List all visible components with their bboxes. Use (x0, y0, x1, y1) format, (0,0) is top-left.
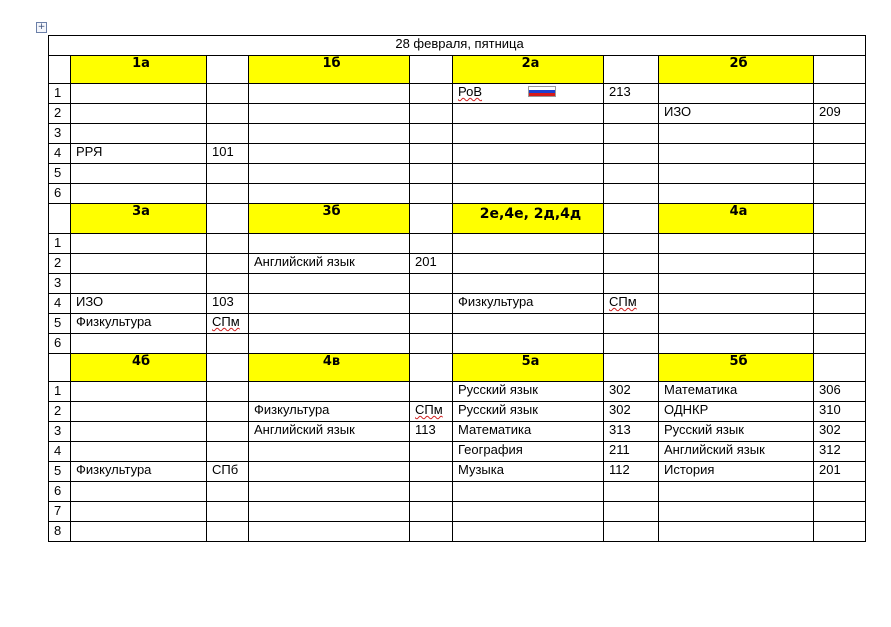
russian-flag-icon (528, 86, 556, 97)
room-text: 101 (212, 144, 234, 159)
subject-cell[interactable] (659, 462, 814, 482)
table-row (49, 502, 866, 522)
room-cell[interactable] (207, 274, 249, 294)
room-cell[interactable] (410, 462, 453, 482)
room-cell[interactable] (410, 254, 453, 274)
lesson-number (49, 502, 71, 522)
room-text: 302 (609, 402, 631, 417)
table-row (49, 482, 866, 502)
subject-cell[interactable] (71, 382, 207, 402)
lesson-number (49, 124, 71, 144)
subject-cell[interactable] (71, 502, 207, 522)
room-cell[interactable] (604, 184, 659, 204)
subject-text: Математика (664, 382, 738, 397)
room-cell[interactable] (814, 164, 866, 184)
table-row (49, 274, 866, 294)
room-cell[interactable] (814, 382, 866, 402)
lesson-number (49, 274, 71, 294)
lesson-number (49, 84, 71, 104)
table-row (49, 442, 866, 462)
subject-cell[interactable] (453, 522, 604, 542)
lesson-number (49, 382, 71, 402)
room-text: 112 (609, 462, 630, 477)
room-cell[interactable] (814, 144, 866, 164)
subject-cell[interactable] (453, 382, 604, 402)
subject-cell[interactable] (249, 522, 410, 542)
subject-cell[interactable] (71, 314, 207, 334)
subject-cell[interactable] (453, 164, 604, 184)
subject-text: ИЗО (664, 104, 692, 119)
subject-cell[interactable] (659, 422, 814, 442)
subject-cell[interactable] (453, 234, 604, 254)
room-header-spacer (410, 354, 453, 382)
room-cell[interactable] (207, 234, 249, 254)
subject-cell[interactable] (71, 422, 207, 442)
class-header: 1а (71, 56, 207, 84)
class-header-row (49, 56, 866, 84)
room-cell[interactable] (814, 124, 866, 144)
room-cell[interactable] (207, 144, 249, 164)
room-cell[interactable] (604, 144, 659, 164)
room-cell[interactable] (814, 84, 866, 104)
lesson-number (49, 442, 71, 462)
room-cell[interactable] (814, 422, 866, 442)
room-cell[interactable] (207, 462, 249, 482)
room-cell[interactable] (604, 314, 659, 334)
subject-cell[interactable] (249, 274, 410, 294)
room-cell[interactable] (604, 274, 659, 294)
room-cell[interactable] (410, 144, 453, 164)
subject-cell[interactable] (249, 422, 410, 442)
subject-text: Физкультура (76, 462, 152, 477)
table-row (49, 462, 866, 482)
lesson-number (49, 522, 71, 542)
subject-text: РРЯ (76, 144, 103, 159)
room-cell[interactable] (207, 84, 249, 104)
subject-cell[interactable] (659, 294, 814, 314)
table-row (49, 402, 866, 422)
subject-cell[interactable] (659, 124, 814, 144)
class-header-row (49, 354, 866, 382)
lesson-number (49, 334, 71, 354)
room-header-spacer (814, 204, 866, 234)
subject-cell[interactable] (71, 522, 207, 542)
subject-text: Музыка (458, 462, 504, 477)
subject-cell[interactable] (71, 334, 207, 354)
room-cell[interactable] (604, 402, 659, 422)
subject-cell[interactable] (249, 382, 410, 402)
room-text: 306 (819, 382, 841, 397)
room-text: 312 (819, 442, 841, 457)
table-row (49, 184, 866, 204)
room-cell[interactable] (207, 294, 249, 314)
subject-cell[interactable] (659, 104, 814, 124)
class-header: 2б (659, 56, 814, 84)
room-cell[interactable] (604, 254, 659, 274)
lesson-number (49, 422, 71, 442)
lesson-number-text: 5 (54, 165, 62, 180)
subject-cell[interactable] (71, 234, 207, 254)
room-cell[interactable] (604, 422, 659, 442)
class-header: 1б (249, 56, 410, 84)
room-cell[interactable] (410, 334, 453, 354)
room-cell[interactable] (410, 502, 453, 522)
room-text: 313 (609, 422, 631, 437)
subject-cell[interactable] (659, 184, 814, 204)
subject-cell[interactable] (249, 314, 410, 334)
lesson-number-text: 4 (54, 145, 62, 160)
subject-cell[interactable] (659, 314, 814, 334)
room-cell[interactable] (207, 422, 249, 442)
lesson-number (49, 314, 71, 334)
table-row (49, 124, 866, 144)
subject-text: География (458, 442, 523, 457)
subject-cell[interactable] (453, 294, 604, 314)
room-cell[interactable] (410, 382, 453, 402)
room-cell[interactable] (814, 274, 866, 294)
class-header: 5б (659, 354, 814, 382)
room-header-spacer (604, 354, 659, 382)
subject-cell[interactable] (249, 124, 410, 144)
lesson-number-text: 1 (54, 85, 62, 100)
subject-cell[interactable] (249, 184, 410, 204)
room-cell[interactable] (814, 334, 866, 354)
table-row (49, 164, 866, 184)
subject-cell[interactable] (453, 442, 604, 462)
room-cell[interactable] (207, 442, 249, 462)
room-text: 113 (415, 422, 436, 437)
subject-text: Русский язык (458, 382, 538, 397)
lesson-number-text: 4 (54, 295, 62, 310)
room-cell[interactable] (410, 234, 453, 254)
table-row (49, 422, 866, 442)
lesson-number (49, 482, 71, 502)
room-cell[interactable] (207, 184, 249, 204)
subject-cell[interactable] (659, 382, 814, 402)
table-row (49, 84, 866, 104)
subject-text: Английский язык (254, 254, 355, 269)
room-cell[interactable] (410, 422, 453, 442)
lesson-number (49, 254, 71, 274)
room-cell[interactable] (410, 104, 453, 124)
class-header: 3а (71, 204, 207, 234)
lesson-number-text: 3 (54, 125, 62, 140)
subject-cell[interactable] (453, 184, 604, 204)
subject-cell[interactable] (659, 84, 814, 104)
room-header-spacer (814, 354, 866, 382)
subject-cell[interactable] (71, 184, 207, 204)
subject-text: Английский язык (254, 422, 355, 437)
room-cell[interactable] (410, 164, 453, 184)
subject-text: Математика (458, 422, 532, 437)
subject-cell[interactable] (249, 254, 410, 274)
room-cell[interactable] (604, 294, 659, 314)
subject-cell[interactable] (249, 402, 410, 422)
table-row (49, 234, 866, 254)
room-cell[interactable] (410, 522, 453, 542)
subject-cell[interactable] (249, 294, 410, 314)
subject-cell[interactable] (71, 442, 207, 462)
room-cell[interactable] (814, 104, 866, 124)
room-cell[interactable] (410, 274, 453, 294)
room-text: 213 (609, 84, 631, 99)
room-cell[interactable] (604, 522, 659, 542)
subject-cell[interactable] (249, 502, 410, 522)
subject-cell[interactable] (659, 274, 814, 294)
room-header-spacer (604, 204, 659, 234)
lesson-number-text: 1 (54, 235, 62, 250)
subject-cell[interactable] (249, 84, 410, 104)
class-header: 2а (453, 56, 604, 84)
room-cell[interactable] (207, 382, 249, 402)
subject-text: Английский язык (664, 442, 765, 457)
room-cell[interactable] (814, 254, 866, 274)
room-cell[interactable] (207, 164, 249, 184)
subject-text: ИЗО (76, 294, 104, 309)
subject-cell[interactable] (453, 482, 604, 502)
lesson-number-text: 4 (54, 443, 62, 458)
lesson-number (49, 234, 71, 254)
lesson-number (49, 164, 71, 184)
lesson-number-text: 2 (54, 403, 62, 418)
subject-cell[interactable] (453, 422, 604, 442)
room-text: 103 (212, 294, 234, 309)
subject-cell[interactable] (453, 462, 604, 482)
subject-cell[interactable] (71, 164, 207, 184)
room-cell[interactable] (604, 334, 659, 354)
header-spacer (49, 204, 71, 234)
room-cell[interactable] (814, 314, 866, 334)
header-spacer (49, 354, 71, 382)
subject-text: Физкультура (254, 402, 330, 417)
room-cell[interactable] (604, 482, 659, 502)
subject-cell[interactable] (249, 462, 410, 482)
room-cell[interactable] (207, 104, 249, 124)
subject-cell[interactable] (453, 84, 604, 104)
room-cell[interactable] (604, 84, 659, 104)
subject-cell[interactable] (659, 502, 814, 522)
subject-cell[interactable] (453, 144, 604, 164)
lesson-number (49, 104, 71, 124)
room-text: СПм (212, 314, 240, 329)
lesson-number (49, 462, 71, 482)
room-text: 201 (819, 462, 841, 477)
room-cell[interactable] (410, 402, 453, 422)
class-header: 4а (659, 204, 814, 234)
lesson-number-text: 3 (54, 423, 62, 438)
subject-cell[interactable] (71, 124, 207, 144)
table-row (49, 522, 866, 542)
room-cell[interactable] (604, 234, 659, 254)
subject-text: Русский язык (664, 422, 744, 437)
lesson-number (49, 144, 71, 164)
room-text: 209 (819, 104, 841, 119)
subject-cell[interactable] (453, 334, 604, 354)
subject-cell[interactable] (71, 144, 207, 164)
room-cell[interactable] (410, 294, 453, 314)
subject-cell[interactable] (453, 402, 604, 422)
lesson-number (49, 402, 71, 422)
table-row (49, 382, 866, 402)
subject-cell[interactable] (453, 502, 604, 522)
page-title: 28 февраля, пятница (49, 36, 866, 56)
subject-cell[interactable] (659, 482, 814, 502)
subject-cell[interactable] (659, 334, 814, 354)
class-header: 2е,4е, 2д,4д (453, 204, 604, 234)
table-row (49, 294, 866, 314)
room-text: СПм (415, 402, 443, 417)
room-cell[interactable] (814, 522, 866, 542)
subject-cell[interactable] (659, 254, 814, 274)
class-header: 4б (71, 354, 207, 382)
lesson-number-text: 1 (54, 383, 62, 398)
room-cell[interactable] (604, 442, 659, 462)
room-cell[interactable] (604, 124, 659, 144)
lesson-number-text: 3 (54, 275, 62, 290)
subject-cell[interactable] (71, 254, 207, 274)
subject-cell[interactable] (659, 402, 814, 422)
room-cell[interactable] (604, 164, 659, 184)
lesson-number-text: 8 (54, 523, 62, 538)
room-cell[interactable] (207, 314, 249, 334)
room-cell[interactable] (604, 382, 659, 402)
room-cell[interactable] (814, 462, 866, 482)
room-cell[interactable] (814, 184, 866, 204)
room-header-spacer (410, 204, 453, 234)
room-header-spacer (604, 56, 659, 84)
subject-cell[interactable] (453, 314, 604, 334)
class-header-row (49, 204, 866, 234)
lesson-number-text: 2 (54, 105, 62, 120)
room-text: 302 (609, 382, 631, 397)
subject-cell[interactable] (71, 462, 207, 482)
room-header-spacer (814, 56, 866, 84)
room-cell[interactable] (207, 124, 249, 144)
table-row (49, 314, 866, 334)
subject-cell[interactable] (659, 144, 814, 164)
subject-cell[interactable] (659, 522, 814, 542)
room-cell[interactable] (814, 502, 866, 522)
lesson-number-text: 7 (54, 503, 62, 518)
class-header: 5а (453, 354, 604, 382)
room-cell[interactable] (604, 462, 659, 482)
room-text: 302 (819, 422, 841, 437)
subject-cell[interactable] (71, 274, 207, 294)
lesson-number-text: 6 (54, 335, 62, 350)
subject-cell[interactable] (659, 234, 814, 254)
room-cell[interactable] (410, 314, 453, 334)
subject-text: Физкультура (458, 294, 534, 309)
subject-cell[interactable] (453, 104, 604, 124)
table-row (49, 254, 866, 274)
room-cell[interactable] (814, 442, 866, 462)
subject-cell[interactable] (249, 104, 410, 124)
subject-cell[interactable] (249, 442, 410, 462)
subject-cell[interactable] (453, 274, 604, 294)
lesson-number (49, 184, 71, 204)
lesson-number-text: 5 (54, 463, 62, 478)
room-cell[interactable] (207, 254, 249, 274)
room-cell[interactable] (814, 234, 866, 254)
subject-cell[interactable] (249, 144, 410, 164)
room-cell[interactable] (814, 294, 866, 314)
room-header-spacer (207, 56, 249, 84)
room-cell[interactable] (410, 442, 453, 462)
header-spacer (49, 56, 71, 84)
room-text: 211 (609, 442, 630, 457)
room-cell[interactable] (814, 482, 866, 502)
room-cell[interactable] (207, 402, 249, 422)
subject-text: История (664, 462, 715, 477)
room-cell[interactable] (410, 482, 453, 502)
room-cell[interactable] (814, 402, 866, 422)
subject-cell[interactable] (249, 164, 410, 184)
subject-cell[interactable] (71, 84, 207, 104)
lesson-number-text: 2 (54, 255, 62, 270)
room-text: 201 (415, 254, 437, 269)
lesson-number-text: 6 (54, 185, 62, 200)
room-cell[interactable] (410, 184, 453, 204)
room-header-spacer (207, 354, 249, 382)
class-header: 4в (249, 354, 410, 382)
subject-cell[interactable] (249, 234, 410, 254)
room-cell[interactable] (207, 482, 249, 502)
subject-text: Русский язык (458, 402, 538, 417)
room-cell[interactable] (207, 522, 249, 542)
room-cell[interactable] (410, 84, 453, 104)
lesson-number-text: 6 (54, 483, 62, 498)
table-move-handle-icon[interactable]: + (37, 22, 46, 32)
lesson-number-text: 5 (54, 315, 62, 330)
subject-text: Физкультура (76, 314, 152, 329)
subject-cell[interactable] (71, 294, 207, 314)
class-header: 3б (249, 204, 410, 234)
table-row (49, 334, 866, 354)
room-header-spacer (207, 204, 249, 234)
room-cell[interactable] (604, 104, 659, 124)
subject-cell[interactable] (659, 442, 814, 462)
subject-text: ОДНКР (664, 402, 709, 417)
subject-cell[interactable] (71, 482, 207, 502)
schedule-table (48, 35, 866, 542)
room-text: СПм (609, 294, 637, 309)
subject-cell[interactable] (659, 164, 814, 184)
table-row (49, 104, 866, 124)
subject-cell[interactable] (453, 124, 604, 144)
subject-cell[interactable] (453, 254, 604, 274)
room-header-spacer (410, 56, 453, 84)
subject-cell[interactable] (249, 334, 410, 354)
room-cell[interactable] (410, 124, 453, 144)
room-cell[interactable] (604, 502, 659, 522)
subject-cell[interactable] (71, 104, 207, 124)
room-cell[interactable] (207, 334, 249, 354)
table-row (49, 144, 866, 164)
room-cell[interactable] (207, 502, 249, 522)
subject-cell[interactable] (71, 402, 207, 422)
room-text: 310 (819, 402, 841, 417)
room-text: СПб (212, 462, 239, 477)
lesson-number (49, 294, 71, 314)
subject-cell[interactable] (249, 482, 410, 502)
subject-text: РоВ (458, 84, 483, 99)
